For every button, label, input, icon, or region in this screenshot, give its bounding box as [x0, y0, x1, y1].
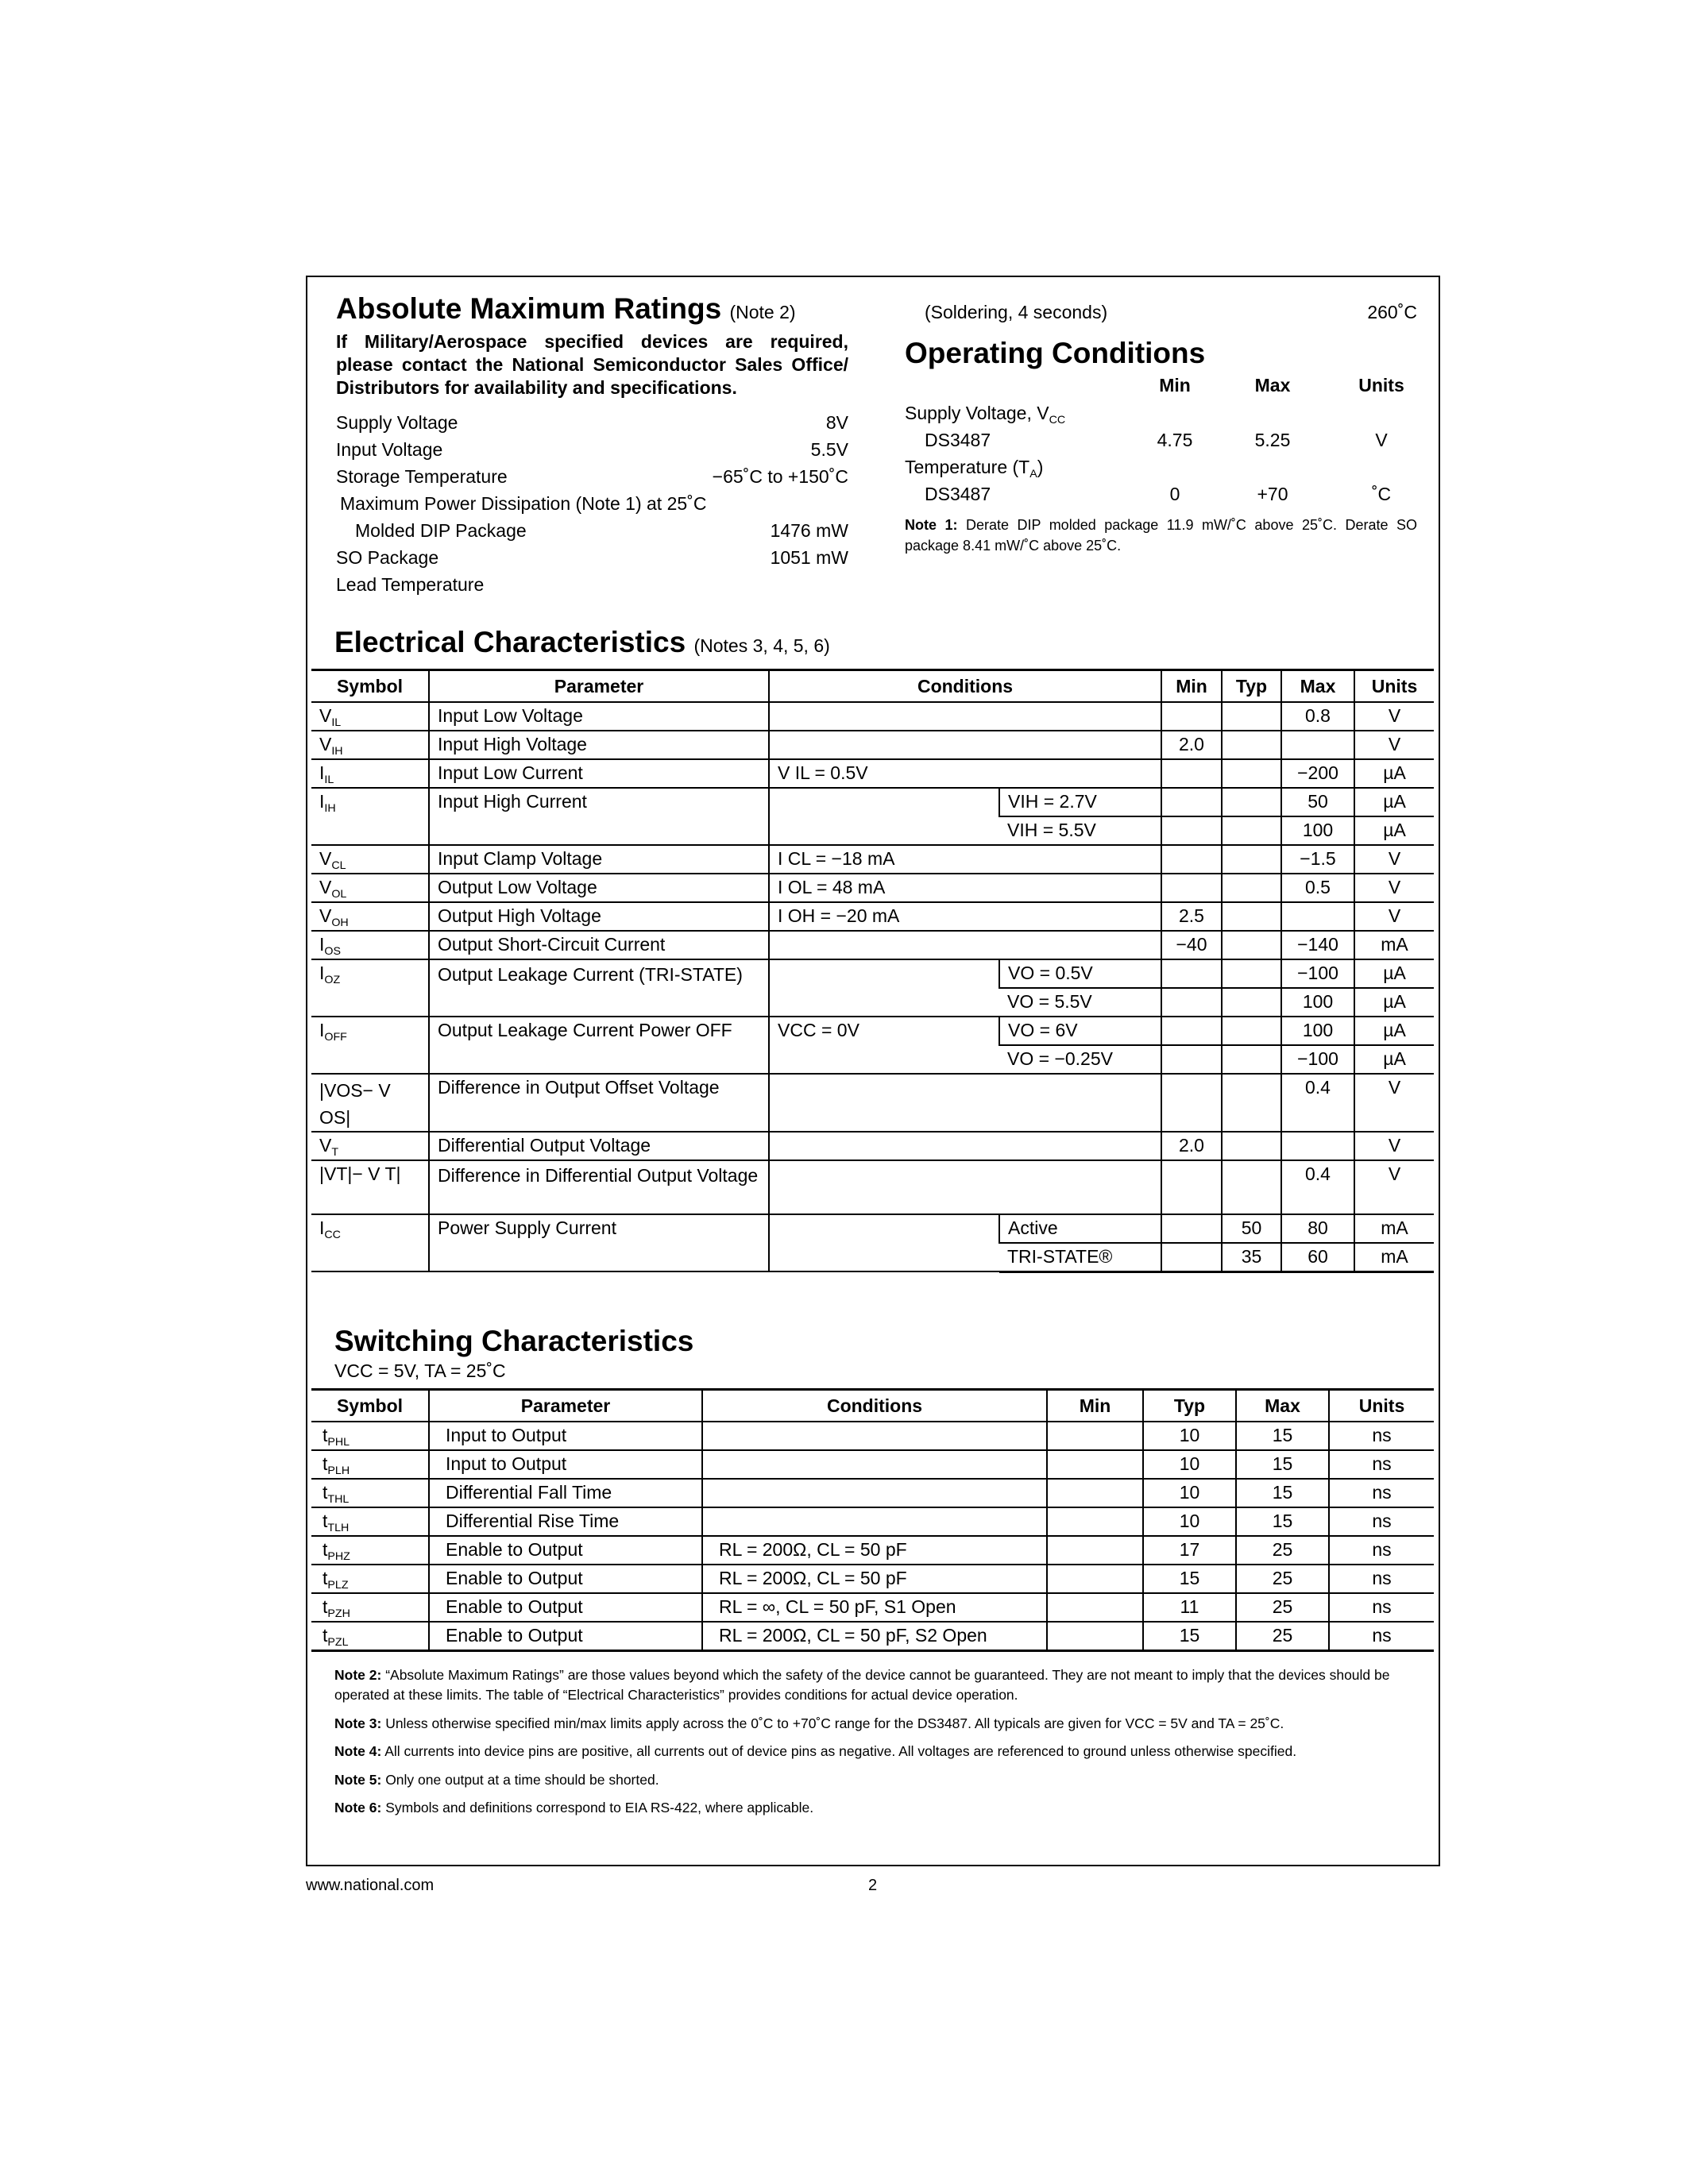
ec-param: Input High Current [429, 788, 769, 845]
ec-units: µA [1354, 788, 1434, 816]
ec-max [1281, 731, 1354, 759]
ec-typ [1222, 731, 1281, 759]
ec-header: Typ [1222, 670, 1281, 703]
table-row [311, 1074, 1434, 1132]
ec-min [1161, 874, 1222, 902]
ec-param: Difference in Differential Output Voltage [429, 1160, 769, 1214]
ec-cond [769, 1214, 999, 1271]
sc-min [1047, 1479, 1143, 1507]
ec-cond [769, 959, 999, 1017]
sc-cond: RL = 200Ω, CL = 50 pF [702, 1536, 1047, 1565]
notes [334, 1665, 1415, 1826]
table-row [311, 1479, 1434, 1507]
note-4: Note 4: All currents into device pins are positive, all currents out of device pins as negative. All voltages are referenced to ground unless otherwise specified. [334, 1743, 1297, 1760]
sc-max: 25 [1236, 1536, 1329, 1565]
ec-symbol: $I_{OS}$ [311, 931, 429, 959]
table-row [311, 1507, 1434, 1536]
ec-min [1161, 788, 1222, 816]
ec-param: Input Low Voltage [429, 702, 769, 731]
amr-list [336, 409, 848, 598]
ec-max: −100 [1281, 959, 1354, 988]
ec-typ [1222, 1045, 1281, 1074]
ec-max: −140 [1281, 931, 1354, 959]
ec-header: Symbol [311, 670, 429, 703]
amr-row: SO Package 1051 mW [336, 546, 848, 568]
note-2: Note 2: “Absolute Maximum Ratings” are those values beyond which the safety of the device cannot be guaranteed. They are not meant to imply that the devices should be operated at these limits. The table of “Electrical Characteristics” provides conditions for actual device operation. [334, 1667, 1390, 1704]
ec-subcond: VO = 6V [999, 1017, 1161, 1045]
sc-symbol: $t_{PLH}$ [311, 1450, 429, 1479]
sc-cond [702, 1422, 1047, 1450]
ec-typ [1222, 1074, 1281, 1132]
sc-typ: 15 [1143, 1622, 1236, 1650]
ec-param: Output Leakage Current (TRI-STATE) [429, 959, 769, 1017]
ec-cond: I OL = 48 mA [769, 874, 1161, 902]
table-row [311, 1593, 1434, 1622]
ec-cond [769, 788, 999, 845]
ec-header: Units [1354, 670, 1434, 703]
ec-symbol: $I_{CC}$ [311, 1214, 429, 1271]
sc-typ: 15 [1143, 1565, 1236, 1593]
sc-cond: RL = 200Ω, CL = 50 pF, S2 Open [702, 1622, 1047, 1650]
ec-min: 2.0 [1161, 1132, 1222, 1160]
ec-units: mA [1354, 931, 1434, 959]
ec-max [1281, 902, 1354, 931]
amr-row: Molded DIP Package 1476 mW [355, 519, 848, 541]
table-row [311, 702, 1434, 731]
sc-units: ns [1329, 1593, 1434, 1622]
ec-typ [1222, 988, 1281, 1017]
sc-symbol: $t_{TLH}$ [311, 1507, 429, 1536]
ec-subcond: VIH = 5.5V [999, 816, 1161, 845]
ec-units: V [1354, 1132, 1434, 1160]
sc-min [1047, 1450, 1143, 1479]
ec-cond: VCC = 0V [769, 1017, 999, 1074]
ec-subcond: VO = −0.25V [999, 1045, 1161, 1074]
ec-param: Input Low Current [429, 759, 769, 788]
ec-symbol: |VT|− V T| [311, 1160, 429, 1214]
right-column [905, 299, 1417, 556]
sc-max: 15 [1236, 1479, 1329, 1507]
military-notice: If Military/Aerospace specified devices are required, please contact the National Semiconductor Sales Office/ Distributors for availability and specifications. [336, 331, 848, 398]
ec-units: µA [1354, 988, 1434, 1017]
sc-min [1047, 1622, 1143, 1650]
ec-min: −40 [1161, 931, 1222, 959]
ec-symbol: $I_{OZ}$ [311, 959, 429, 1017]
table-row [311, 874, 1434, 902]
sc-symbol: $t_{THL}$ [311, 1479, 429, 1507]
sc-header: Symbol [311, 1390, 429, 1422]
sc-symbol: $t_{PZL}$ [311, 1622, 429, 1650]
sc-units: ns [1329, 1622, 1434, 1650]
sc-min [1047, 1593, 1143, 1622]
ec-symbol: $I_{IL}$ [311, 759, 429, 788]
oc-title: Operating Conditions [905, 337, 1206, 369]
ec-min [1161, 959, 1222, 988]
amr-note-ref: (Note 2) [729, 302, 796, 322]
ec-min [1161, 988, 1222, 1017]
table-row [311, 931, 1434, 959]
sc-header: Units [1329, 1390, 1434, 1422]
ec-param: Output Low Voltage [429, 874, 769, 902]
note-6: Note 6: Symbols and definitions correspond to EIA RS-422, where applicable. [334, 1799, 814, 1815]
ec-typ: 35 [1222, 1243, 1281, 1271]
ec-typ [1222, 874, 1281, 902]
sc-max: 25 [1236, 1593, 1329, 1622]
oc-temp-min: 0 [1169, 484, 1180, 504]
ec-max: 60 [1281, 1243, 1354, 1271]
sc-symbol: $t_{PHL}$ [311, 1422, 429, 1450]
sc-cond: RL = ∞, CL = 50 pF, S1 Open [702, 1593, 1047, 1622]
page-number: 2 [868, 1877, 878, 1894]
oc-header-units: Units [1358, 375, 1404, 396]
ec-max: 100 [1281, 988, 1354, 1017]
ec-param: Output Leakage Current Power OFF [429, 1017, 769, 1074]
ec-header: Parameter [429, 670, 769, 703]
sc-max: 25 [1236, 1565, 1329, 1593]
table-row [311, 759, 1434, 788]
table-row [311, 1017, 1434, 1045]
table-row [311, 1160, 1434, 1214]
ec-max: 0.4 [1281, 1074, 1354, 1132]
ec-cond [769, 1132, 1161, 1160]
sc-min [1047, 1536, 1143, 1565]
ec-param: Power Supply Current [429, 1214, 769, 1271]
amr-row: Maximum Power Dissipation (Note 1) at 25˚C [340, 492, 707, 514]
oc-table [905, 375, 1417, 534]
ec-typ: 50 [1222, 1214, 1281, 1243]
sc-header: Max [1236, 1390, 1329, 1422]
ec-typ [1222, 845, 1281, 874]
oc-supply-label: Supply Voltage, $V_{CC}$ [905, 403, 1066, 426]
table-row [311, 959, 1434, 988]
ec-units: µA [1354, 1045, 1434, 1074]
ec-max: 0.5 [1281, 874, 1354, 902]
ec-typ [1222, 931, 1281, 959]
sc-units: ns [1329, 1565, 1434, 1593]
ec-param: Difference in Output Offset Voltage [429, 1074, 769, 1132]
ec-min [1161, 1214, 1222, 1243]
ec-max: 0.8 [1281, 702, 1354, 731]
sc-table [311, 1388, 1434, 1652]
ec-header: Max [1281, 670, 1354, 703]
ec-min [1161, 702, 1222, 731]
sc-cond: RL = 200Ω, CL = 50 pF [702, 1565, 1047, 1593]
sc-symbol: $t_{PLZ}$ [311, 1565, 429, 1593]
table-row [311, 1536, 1434, 1565]
oc-temp-device: DS3487 [925, 484, 991, 504]
ec-units: V [1354, 874, 1434, 902]
ec-max: −1.5 [1281, 845, 1354, 874]
ec-typ [1222, 959, 1281, 988]
ec-symbol: |VOS− V OS| [311, 1074, 429, 1132]
sc-param: Enable to Output [429, 1565, 702, 1593]
ec-notes-ref: (Notes 3, 4, 5, 6) [693, 635, 830, 656]
ec-min [1161, 845, 1222, 874]
ec-units: V [1354, 1160, 1434, 1214]
ec-subcond: TRI-STATE® [999, 1243, 1161, 1271]
oc-header-max: Max [1254, 375, 1291, 396]
sc-typ: 10 [1143, 1450, 1236, 1479]
oc-supply-min: 4.75 [1157, 430, 1193, 450]
sc-title: Switching Characteristics [334, 1325, 694, 1357]
ec-typ [1222, 1132, 1281, 1160]
ec-max: −100 [1281, 1045, 1354, 1074]
sc-param: Enable to Output [429, 1593, 702, 1622]
ec-max [1281, 1132, 1354, 1160]
sc-typ: 10 [1143, 1507, 1236, 1536]
ec-units: mA [1354, 1214, 1434, 1243]
ec-symbol: $V_{OH}$ [311, 902, 429, 931]
footer-url-link[interactable]: www.national.com [306, 1877, 435, 1894]
note1: Note 1: Derate DIP molded package 11.9 mW/˚C above 25˚C. Derate SO package 8.41 mW/˚C above 25˚C. [905, 517, 1417, 554]
table-row [311, 1132, 1434, 1160]
amr-section [336, 292, 848, 598]
ec-min [1161, 1017, 1222, 1045]
ec-max: 50 [1281, 788, 1354, 816]
ec-symbol: $V_{IH}$ [311, 731, 429, 759]
sc-max: 25 [1236, 1622, 1329, 1650]
ec-table [311, 669, 1434, 1273]
ec-units: µA [1354, 816, 1434, 845]
ec-units: V [1354, 845, 1434, 874]
ec-units: µA [1354, 1017, 1434, 1045]
ec-units: V [1354, 1074, 1434, 1132]
ec-typ [1222, 1160, 1281, 1214]
ec-symbol: $V_{CL}$ [311, 845, 429, 874]
ec-cond [769, 731, 1161, 759]
sc-param: Input to Output [429, 1450, 702, 1479]
sc-header: Typ [1143, 1390, 1236, 1422]
amr-row: Storage Temperature −65˚C to +150˚C [336, 465, 848, 487]
ec-cond [769, 1160, 1161, 1214]
ec-typ [1222, 902, 1281, 931]
ec-max: 80 [1281, 1214, 1354, 1243]
ec-symbol: $I_{OFF}$ [311, 1017, 429, 1074]
sc-typ: 17 [1143, 1536, 1236, 1565]
oc-supply-max: 5.25 [1254, 430, 1291, 450]
amr-row: Lead Temperature [336, 573, 485, 595]
sc-max: 15 [1236, 1507, 1329, 1536]
ec-units: µA [1354, 759, 1434, 788]
ec-param: Input High Voltage [429, 731, 769, 759]
sc-units: ns [1329, 1450, 1434, 1479]
sc-units: ns [1329, 1536, 1434, 1565]
ec-header: Min [1161, 670, 1222, 703]
ec-typ [1222, 1017, 1281, 1045]
ec-units: µA [1354, 959, 1434, 988]
ec-max: 100 [1281, 1017, 1354, 1045]
table-row [311, 788, 1434, 816]
sc-cond [702, 1450, 1047, 1479]
sc-units: ns [1329, 1479, 1434, 1507]
ec-min [1161, 816, 1222, 845]
sc-units: ns [1329, 1507, 1434, 1536]
ec-min: 2.5 [1161, 902, 1222, 931]
oc-temp-label: Temperature $(T_A)$ [905, 457, 1044, 480]
ec-typ [1222, 702, 1281, 731]
ec-cond: I OH = −20 mA [769, 902, 1161, 931]
ec-units: mA [1354, 1243, 1434, 1271]
ec-min [1161, 1160, 1222, 1214]
sc-min [1047, 1507, 1143, 1536]
amr-row: Supply Voltage 8V [336, 411, 848, 433]
oc-supply-units: V [1375, 430, 1388, 450]
ec-cond: V IL = 0.5V [769, 759, 1161, 788]
sc-param: Enable to Output [429, 1536, 702, 1565]
table-row [311, 731, 1434, 759]
table-row [311, 902, 1434, 931]
ec-min [1161, 1045, 1222, 1074]
ec-subcond: VO = 0.5V [999, 959, 1161, 988]
ec-param: Output Short-Circuit Current [429, 931, 769, 959]
ec-max: −200 [1281, 759, 1354, 788]
ec-symbol: $V_{OL}$ [311, 874, 429, 902]
ec-max: 0.4 [1281, 1160, 1354, 1214]
ec-min [1161, 1074, 1222, 1132]
sc-max: 15 [1236, 1450, 1329, 1479]
table-row [311, 1565, 1434, 1593]
oc-temp-max: +70 [1257, 484, 1288, 504]
oc-header-min: Min [1159, 375, 1191, 396]
amr-title: Absolute Maximum Ratings (Note 2) [336, 292, 796, 325]
sc-header-row [311, 1390, 1434, 1422]
sc-header: Min [1047, 1390, 1143, 1422]
sc-param: Differential Fall Time [429, 1479, 702, 1507]
ec-units: V [1354, 731, 1434, 759]
oc-supply-device: DS3487 [925, 430, 991, 450]
ec-typ [1222, 788, 1281, 816]
ec-param: Output High Voltage [429, 902, 769, 931]
ec-units: V [1354, 702, 1434, 731]
sc-max: 15 [1236, 1422, 1329, 1450]
ec-min [1161, 1243, 1222, 1271]
ec-param: Differential Output Voltage [429, 1132, 769, 1160]
ec-min: 2.0 [1161, 731, 1222, 759]
sc-header: Parameter [429, 1390, 702, 1422]
table-row [311, 845, 1434, 874]
table-row [311, 1422, 1434, 1450]
ec-cond [769, 1074, 1161, 1132]
ec-cond [769, 931, 1161, 959]
ec-typ [1222, 816, 1281, 845]
sc-param: Differential Rise Time [429, 1507, 702, 1536]
sc-param: Input to Output [429, 1422, 702, 1450]
ec-subcond: Active [999, 1214, 1161, 1243]
ec-subcond: VIH = 2.7V [999, 788, 1161, 816]
sc-symbol: $t_{PHZ}$ [311, 1536, 429, 1565]
ec-cond: I CL = −18 mA [769, 845, 1161, 874]
note-3: Note 3: Unless otherwise specified min/max limits apply across the 0˚C to +70˚C range for the DS3487. All typicals are given for VCC = 5V and TA = 25˚C. [334, 1715, 1284, 1731]
sc-symbol: $t_{PZH}$ [311, 1593, 429, 1622]
note-5: Note 5: Only one output at a time should be shorted. [334, 1771, 659, 1788]
ec-symbol: $I_{IH}$ [311, 788, 429, 845]
sc-subtitle: VCC = 5V, TA = 25˚C [334, 1360, 506, 1381]
sc-typ: 10 [1143, 1479, 1236, 1507]
sc-typ: 11 [1143, 1593, 1236, 1622]
ec-param: Input Clamp Voltage [429, 845, 769, 874]
ec-subcond: VO = 5.5V [999, 988, 1161, 1017]
table-row [311, 1622, 1434, 1650]
ec-symbol: $V_{IL}$ [311, 702, 429, 731]
ec-symbol: $V_T$ [311, 1132, 429, 1160]
sc-min [1047, 1565, 1143, 1593]
ec-title: Electrical Characteristics (Notes 3, 4, 5, 6) [334, 626, 830, 658]
ec-min [1161, 759, 1222, 788]
ec-typ [1222, 759, 1281, 788]
sc-param: Enable to Output [429, 1622, 702, 1650]
ec-max: 100 [1281, 816, 1354, 845]
amr-row: Input Voltage 5.5V [336, 438, 848, 460]
table-row [311, 1450, 1434, 1479]
ec-header-row [311, 670, 1434, 703]
table-row [311, 1214, 1434, 1243]
sc-typ: 10 [1143, 1422, 1236, 1450]
ec-cond [769, 702, 1161, 731]
oc-temp-units: ˚C [1371, 484, 1392, 504]
sc-header: Conditions [702, 1390, 1047, 1422]
ec-units: V [1354, 902, 1434, 931]
sc-cond [702, 1479, 1047, 1507]
soldering-row: (Soldering, 4 seconds) 260˚C [925, 301, 1417, 322]
sc-min [1047, 1422, 1143, 1450]
sc-units: ns [1329, 1422, 1434, 1450]
sc-cond [702, 1507, 1047, 1536]
ec-header: Conditions [769, 670, 1161, 703]
